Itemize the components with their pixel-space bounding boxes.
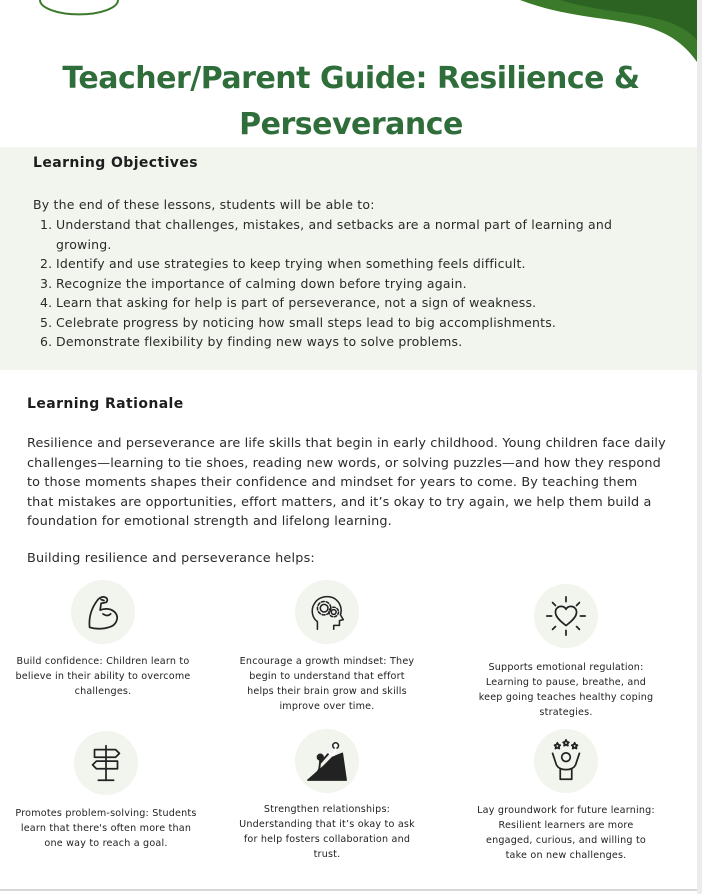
objectives-list: [35, 215, 645, 352]
page-title-line1: Teacher/Parent Guide: Resilience &: [62, 61, 640, 97]
icon-circle: [295, 580, 359, 644]
head-gears-icon: [304, 589, 350, 635]
helps-intro: Building resilience and perseverance helps:: [27, 551, 315, 566]
objectives-intro: By the end of these lessons, students will be able to:: [33, 197, 375, 212]
objective-text: Celebrate progress by noticing how small steps lead to big accomplishments.: [56, 314, 557, 330]
benefit-card: [466, 584, 666, 720]
objective-item: [35, 215, 645, 254]
benefit-text: Promotes problem-solving: Students learn that there's often more than one way to reach a goal.: [15, 808, 197, 849]
bottom-divider: [0, 889, 697, 891]
learning-objectives-section: [0, 147, 697, 370]
helping-climb-icon: [304, 738, 350, 784]
benefit-card: [6, 731, 206, 851]
flexed-arm-icon: [80, 589, 126, 635]
objective-text: Recognize the importance of calming down before trying again.: [56, 275, 467, 291]
objective-item: [35, 254, 645, 274]
objective-item: [35, 274, 645, 294]
rationale-heading: Learning Rationale: [27, 396, 184, 412]
objective-item: [35, 332, 645, 352]
radiant-heart-icon: [543, 593, 589, 639]
page-edge: [697, 0, 702, 894]
benefit-card: [227, 580, 427, 714]
objective-number: 3.: [40, 275, 53, 291]
objective-item: [35, 313, 645, 333]
benefit-text: Build confidence: Children learn to believe in their ability to overcome challenges.: [15, 656, 191, 697]
signpost-icon: [83, 740, 129, 786]
benefit-text: Lay groundwork for future learning: Resilient learners are more engaged, curious, and willing to take on new challenges.: [477, 805, 655, 861]
icon-circle: [295, 729, 359, 793]
objective-item: [35, 293, 645, 313]
icon-circle: [74, 731, 138, 795]
icon-circle: [71, 580, 135, 644]
page-title-line2: Perseverance: [239, 107, 463, 143]
benefit-card: [3, 580, 203, 699]
objective-text: Identify and use strategies to keep trying when something feels difficult.: [56, 256, 526, 271]
rationale-body: Resilience and perseverance are life skills that begin in early childhood. Young children face daily challenges—learning to tie shoes, reading new words, or solving puzzles—and how they respond to those moments shapes their confidence and mindset for years to come. By teaching them that mistakes are opportunities, effort matters, and it’s okay to try again, we help them build a foundation for emotional strength and lifelong learning.: [27, 436, 666, 530]
benefit-text: Strengthen relationships: Understanding that it’s okay to ask for help fosters collaboration and trust.: [239, 804, 415, 860]
celebrating-person-icon: [543, 738, 589, 784]
objective-number: 4.: [40, 295, 53, 310]
benefit-card: [466, 729, 666, 863]
benefit-text: Encourage a growth mindset: They begin to understand that effort helps their brain grow and skills improve over time.: [239, 656, 415, 712]
objective-text: Demonstrate flexibility by finding new ways to solve problems.: [56, 334, 463, 349]
objective-number: 2.: [40, 256, 53, 271]
objective-text: Understand that challenges, mistakes, and setbacks are a normal part of learning and growing.: [56, 217, 613, 252]
objective-text: Learn that asking for help is part of perseverance, not a sign of weakness.: [56, 295, 537, 310]
benefit-text: Supports emotional regulation: Learning to pause, breathe, and keep going teaches healthy coping strategies.: [478, 662, 654, 718]
objective-number: 6.: [40, 334, 53, 349]
page-title: [0, 56, 702, 148]
objective-number: 1.: [40, 217, 53, 232]
icon-circle: [534, 729, 598, 793]
icon-circle: [534, 584, 598, 648]
objective-number: 5.: [40, 314, 53, 330]
objectives-heading: Learning Objectives: [33, 155, 198, 171]
benefit-card: [227, 729, 427, 862]
